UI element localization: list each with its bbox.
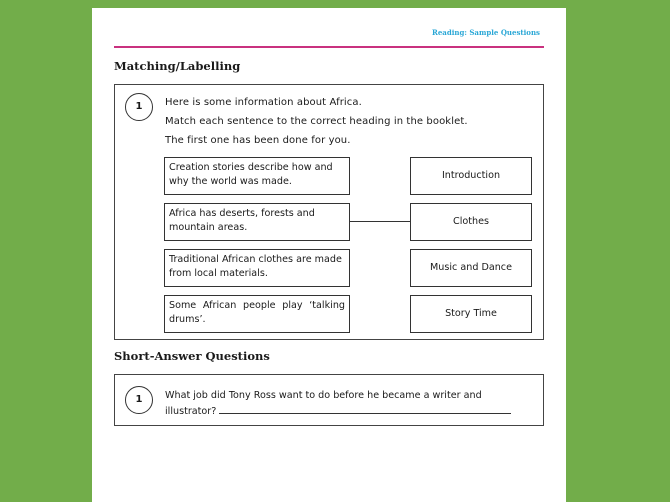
question-number-badge: 1 <box>125 93 153 121</box>
question-text-line-1: What job did Tony Ross want to do before he became a writer and <box>165 390 482 401</box>
matching-section-title: Matching/Labelling <box>114 59 241 73</box>
short-answer-question-box <box>114 374 544 426</box>
question-text-line-2-label: illustrator? <box>165 406 217 417</box>
sentence-box-geography[interactable]: Africa has deserts, forests and mountain areas. <box>164 203 350 241</box>
heading-box-clothes[interactable]: Clothes <box>410 203 532 241</box>
worksheet-page <box>92 8 566 502</box>
short-answer-number-badge: 1 <box>125 386 153 414</box>
match-connector-line <box>350 221 410 222</box>
sentence-box-creation[interactable]: Creation stories describe how and why the world was made. <box>164 157 350 195</box>
short-answer-section-title: Short-Answer Questions <box>114 349 270 363</box>
heading-box-story-time[interactable]: Story Time <box>410 295 532 333</box>
sentence-box-drums[interactable]: Some African people play ‘talking drums’. <box>164 295 350 333</box>
instruction-line-2: Match each sentence to the correct heading in the booklet. <box>165 116 468 127</box>
header-label: Reading: Sample Questions <box>432 28 540 37</box>
heading-box-music-and-dance[interactable]: Music and Dance <box>410 249 532 287</box>
matching-question-box <box>114 84 544 340</box>
instruction-line-3: The first one has been done for you. <box>165 135 351 146</box>
question-text-line-2 <box>165 403 535 419</box>
header-rule <box>114 46 544 48</box>
heading-box-introduction[interactable]: Introduction <box>410 157 532 195</box>
short-answer-question <box>165 389 535 419</box>
answer-line[interactable] <box>219 403 511 414</box>
sentence-box-clothes[interactable]: Traditional African clothes are made from local materials. <box>164 249 350 287</box>
instruction-line-1: Here is some information about Africa. <box>165 97 362 108</box>
